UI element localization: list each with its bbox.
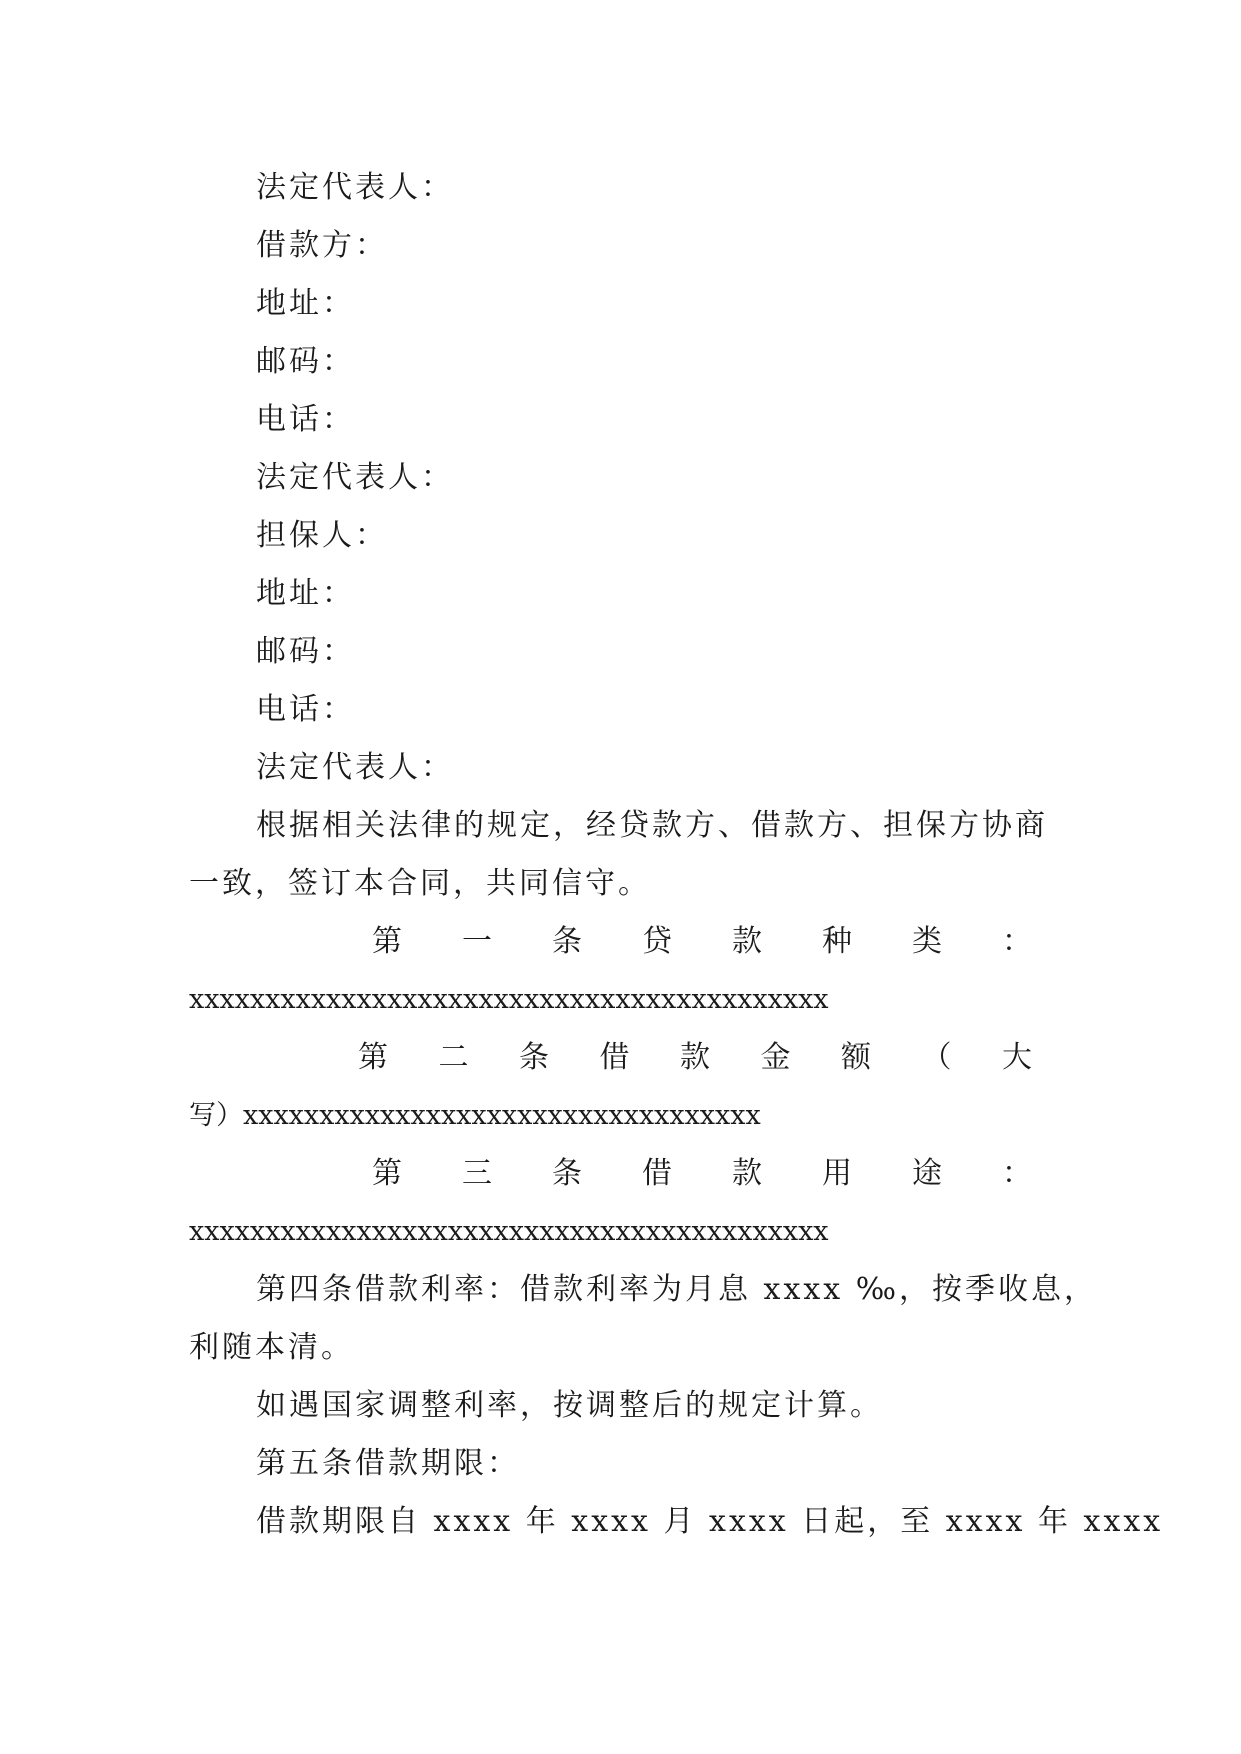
article-5-line-1: 借款期限自 xxxx 年 xxxx 月 xxxx 日起，至 xxxx 年 xxxx xyxy=(256,1504,1164,1539)
article-2-char: 第 xyxy=(358,1040,388,1075)
article-5-title: 第五条借款期限： xyxy=(256,1446,520,1481)
guarantor-label: 担保人： xyxy=(256,518,388,553)
article-3-heading xyxy=(372,1154,1032,1194)
guarantor-phone-label: 电话： xyxy=(256,692,355,727)
article-3-char: ： xyxy=(1002,1156,1032,1191)
article-1-char: 贷 xyxy=(642,924,672,959)
article-3-char: 第 xyxy=(372,1156,402,1191)
article-1-char: ： xyxy=(1002,924,1032,959)
article-2-char: 二 xyxy=(438,1040,469,1075)
article-3-char: 用 xyxy=(822,1156,852,1191)
guarantor-legal-representative-label: 法定代表人： xyxy=(256,750,454,785)
article-1-heading xyxy=(372,922,1032,962)
borrower-legal-representative-label: 法定代表人： xyxy=(256,460,454,495)
lender-legal-representative-label: 法定代表人： xyxy=(256,170,454,205)
borrower-label: 借款方： xyxy=(256,228,388,263)
preamble-line-2: 一致，签订本合同，共同信守。 xyxy=(189,866,651,901)
article-2-heading xyxy=(358,1038,1032,1078)
guarantor-postcode-label: 邮码： xyxy=(256,634,355,669)
borrower-address-label: 地址： xyxy=(256,286,355,321)
article-1-char: 条 xyxy=(552,924,582,959)
article-1-char: 款 xyxy=(732,924,762,959)
article-2-char: 条 xyxy=(519,1040,549,1075)
article-3-char: 借 xyxy=(642,1156,672,1191)
article-1-char: 第 xyxy=(372,924,402,959)
article-2-char: （ xyxy=(921,1040,952,1075)
preamble-line-1: 根据相关法律的规定，经贷款方、借款方、担保方协商 xyxy=(256,808,1048,843)
article-3-value: xxxxxxxxxxxxxxxxxxxxxxxxxxxxxxxxxxxxxxxxxx xyxy=(189,1216,829,1247)
article-4-line-2: 利随本清。 xyxy=(189,1330,354,1365)
article-1-char: 类 xyxy=(912,924,942,959)
article-3-char: 途 xyxy=(912,1156,942,1191)
article-2-char: 额 xyxy=(841,1040,871,1075)
article-4-line-3: 如遇国家调整利率，按调整后的规定计算。 xyxy=(256,1388,883,1423)
article-1-value: xxxxxxxxxxxxxxxxxxxxxxxxxxxxxxxxxxxxxxxxxx xyxy=(189,984,829,1015)
article-2-char: 款 xyxy=(680,1040,710,1075)
guarantor-address-label: 地址： xyxy=(256,576,355,611)
borrower-postcode-label: 邮码： xyxy=(256,344,355,379)
article-2-char: 金 xyxy=(760,1040,791,1075)
article-4-line-1: 第四条借款利率：借款利率为月息 xxxx ‰，按季收息， xyxy=(256,1272,1098,1307)
article-2-char: 借 xyxy=(599,1040,630,1075)
article-3-char: 款 xyxy=(732,1156,762,1191)
article-3-char: 条 xyxy=(552,1156,582,1191)
article-1-char: 一 xyxy=(462,924,492,959)
article-2-continuation: 写）xxxxxxxxxxxxxxxxxxxxxxxxxxxxxxxxxx xyxy=(189,1100,761,1131)
article-3-char: 三 xyxy=(462,1156,492,1191)
borrower-phone-label: 电话： xyxy=(256,402,355,437)
article-1-char: 种 xyxy=(822,924,852,959)
article-2-char: 大 xyxy=(1002,1040,1032,1075)
